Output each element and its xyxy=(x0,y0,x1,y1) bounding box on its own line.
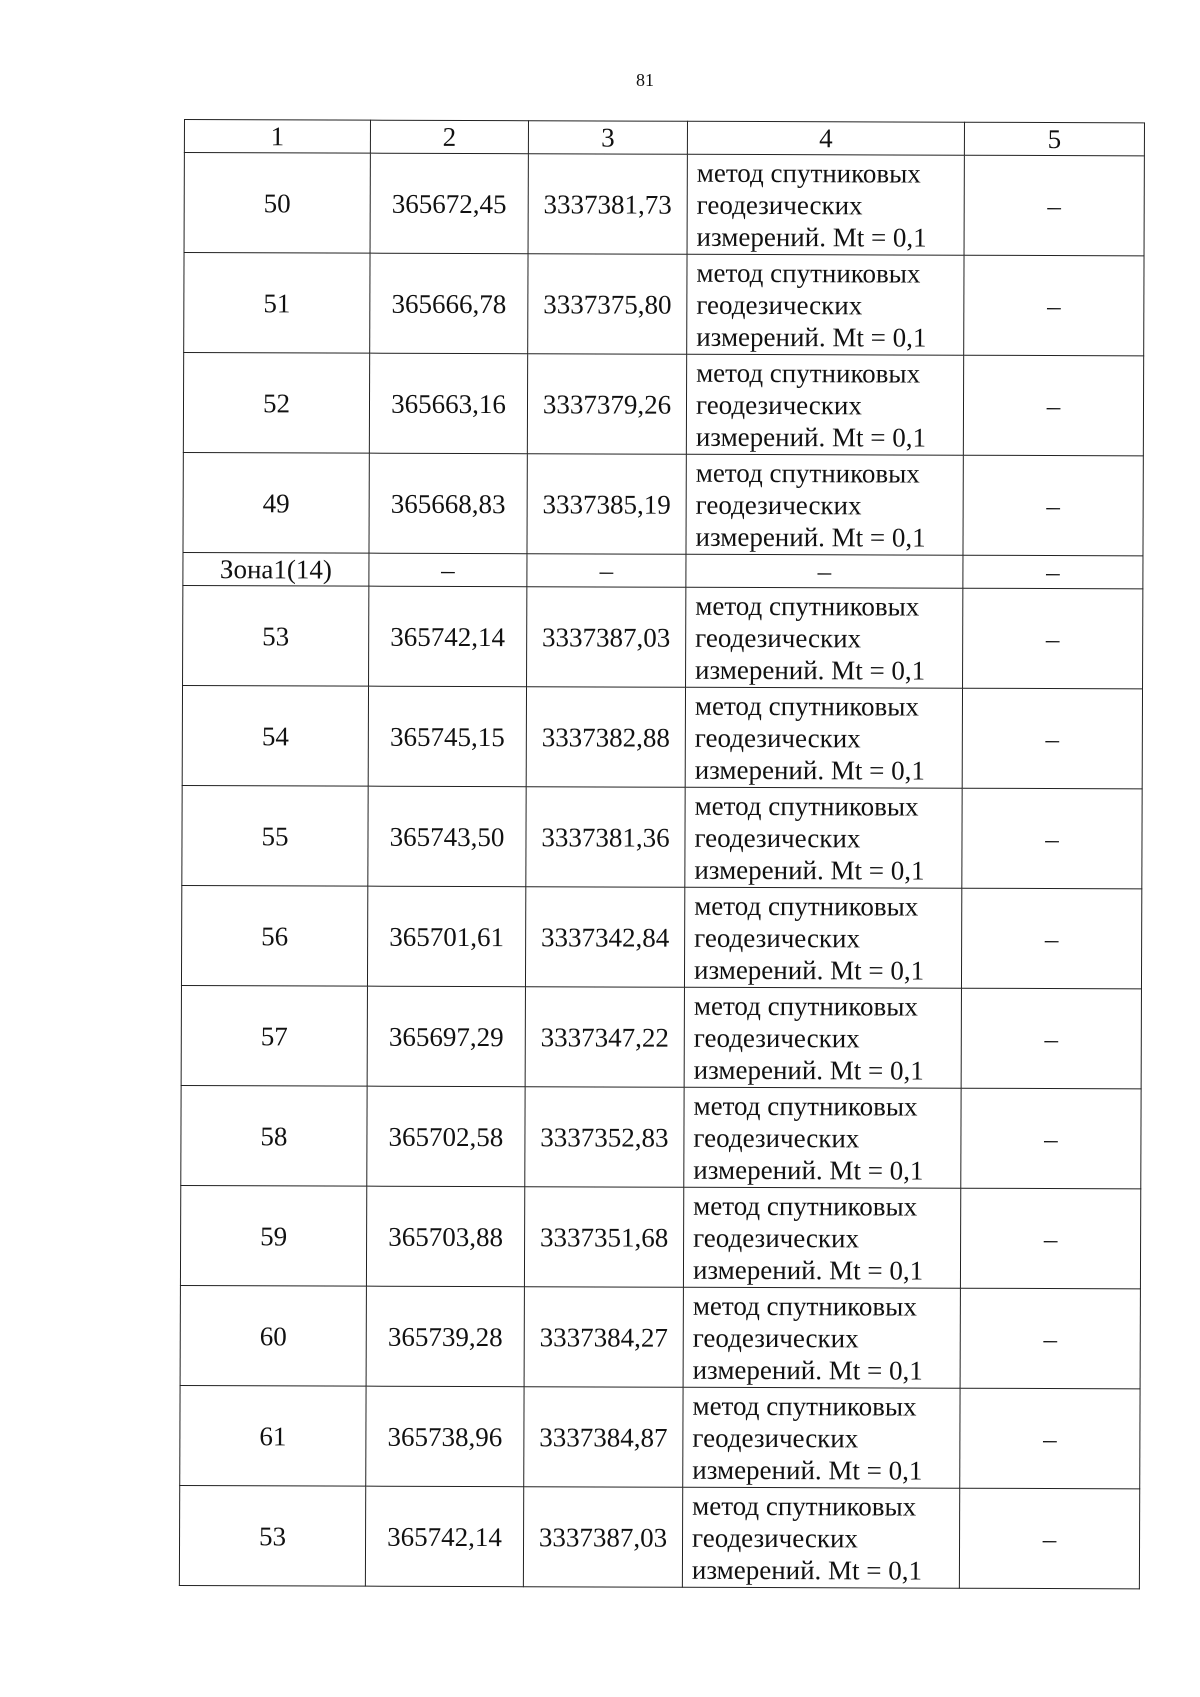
table-row xyxy=(180,1285,1140,1388)
header-cell-4: 4 xyxy=(687,121,964,155)
method-line: измерений. Mt = 0,1 xyxy=(696,321,927,353)
note-cell: – xyxy=(964,255,1144,356)
y-coordinate-cell: 3337375,80 xyxy=(528,254,687,355)
point-number-cell: 53 xyxy=(183,585,369,686)
method-cell xyxy=(685,687,962,788)
point-number-cell: 53 xyxy=(179,1485,365,1586)
method-line: измерений. Mt = 0,1 xyxy=(695,521,926,553)
table-row xyxy=(183,452,1143,555)
table-row xyxy=(182,785,1142,888)
coordinates-table xyxy=(179,119,1145,1589)
x-coordinate-cell: 365738,96 xyxy=(366,1386,524,1487)
method-line: метод спутниковых xyxy=(692,1390,917,1422)
header-cell-3: 3 xyxy=(528,121,687,155)
method-line: измерений. Mt = 0,1 xyxy=(692,1454,923,1486)
point-number-cell: 58 xyxy=(181,1085,367,1186)
note-cell: – xyxy=(962,788,1142,889)
method-line: измерений. Mt = 0,1 xyxy=(694,854,925,886)
point-number-cell: 49 xyxy=(183,452,369,553)
method-line: измерений. Mt = 0,1 xyxy=(695,654,926,686)
method-line: измерений. Mt = 0,1 xyxy=(691,1554,923,1586)
table-row xyxy=(184,153,1144,256)
note-cell: – xyxy=(961,888,1141,989)
method-line: метод спутниковых xyxy=(693,1190,918,1222)
y-coordinate-cell: 3337351,68 xyxy=(524,1187,683,1288)
point-number-cell: 50 xyxy=(184,153,370,254)
note-cell: – xyxy=(963,555,1143,589)
method-cell xyxy=(686,354,963,455)
method-line: метод спутниковых xyxy=(693,990,918,1022)
x-coordinate-cell: 365743,50 xyxy=(368,786,526,887)
method-line: метод спутниковых xyxy=(694,890,919,922)
method-cell xyxy=(682,1487,959,1588)
note-cell: – xyxy=(964,155,1144,256)
method-line: измерений. Mt = 0,1 xyxy=(692,1254,924,1286)
method-line: метод спутниковых xyxy=(692,1290,917,1322)
x-coordinate-cell: 365666,78 xyxy=(370,253,528,354)
method-line: измерений. Mt = 0,1 xyxy=(693,1154,924,1186)
method-line: измерений. Mt = 0,1 xyxy=(693,1054,924,1086)
note-cell: – xyxy=(960,1188,1140,1289)
method-line: измерений. Mt = 0,1 xyxy=(694,754,925,786)
point-number-cell: 61 xyxy=(180,1385,366,1486)
method-line: метод спутниковых xyxy=(695,457,920,489)
point-number-cell: Зона1(14) xyxy=(183,552,369,586)
x-coordinate-cell: 365672,45 xyxy=(370,153,528,254)
method-cell xyxy=(684,987,961,1088)
method-line: геодезических xyxy=(695,489,862,520)
method-line: геодезических xyxy=(692,1322,859,1353)
header-cell-5: 5 xyxy=(964,122,1144,156)
x-coordinate-cell: 365739,28 xyxy=(366,1286,524,1387)
table-row xyxy=(180,1185,1140,1288)
note-cell: – xyxy=(963,455,1143,556)
method-line: геодезических xyxy=(692,1422,859,1453)
method-cell xyxy=(684,887,961,988)
point-number-cell: 59 xyxy=(180,1185,366,1286)
y-coordinate-cell: 3337384,27 xyxy=(524,1287,683,1388)
note-cell: – xyxy=(961,1088,1141,1189)
method-cell xyxy=(684,1087,961,1188)
method-cell xyxy=(687,154,964,255)
method-line: метод спутниковых xyxy=(696,157,921,189)
method-line: геодезических xyxy=(696,289,863,320)
header-row xyxy=(184,120,1144,156)
method-line: геодезических xyxy=(694,822,861,853)
method-line: – xyxy=(817,556,832,587)
method-line: геодезических xyxy=(693,1022,860,1053)
point-number-cell: 57 xyxy=(181,985,367,1086)
x-coordinate-cell: 365745,15 xyxy=(368,686,526,787)
note-cell: – xyxy=(961,988,1141,1089)
y-coordinate-cell: 3337387,03 xyxy=(523,1487,682,1588)
x-coordinate-cell: 365701,61 xyxy=(367,886,525,987)
x-coordinate-cell: 365697,29 xyxy=(367,986,525,1087)
table-row xyxy=(181,1085,1141,1188)
table-row xyxy=(182,685,1142,788)
note-cell: – xyxy=(963,588,1143,689)
y-coordinate-cell: 3337381,73 xyxy=(528,154,687,255)
table-row xyxy=(179,1485,1139,1588)
y-coordinate-cell: – xyxy=(527,554,686,588)
table-row xyxy=(181,885,1141,988)
y-coordinate-cell: 3337382,88 xyxy=(526,687,685,788)
method-cell xyxy=(683,1387,960,1488)
table-row xyxy=(183,353,1143,456)
table-row xyxy=(184,253,1144,356)
method-line: геодезических xyxy=(692,1522,858,1553)
method-line: измерений. Mt = 0,1 xyxy=(692,1354,923,1386)
method-line: геодезических xyxy=(695,389,862,420)
x-coordinate-cell: 365663,16 xyxy=(369,353,527,454)
y-coordinate-cell: 3337381,36 xyxy=(526,787,685,888)
y-coordinate-cell: 3337342,84 xyxy=(525,887,684,988)
header-cell-1: 1 xyxy=(184,120,370,154)
coordinates-table-body xyxy=(179,120,1144,1589)
method-line: метод спутниковых xyxy=(696,257,921,289)
table-row xyxy=(180,1385,1140,1488)
x-coordinate-cell: 365668,83 xyxy=(369,453,527,554)
note-cell: – xyxy=(963,355,1143,456)
note-cell: – xyxy=(960,1388,1140,1489)
point-number-cell: 60 xyxy=(180,1285,366,1386)
table-row xyxy=(183,585,1143,688)
method-line: геодезических xyxy=(693,1122,860,1153)
method-cell xyxy=(685,787,962,888)
method-cell xyxy=(683,1287,960,1388)
method-line: геодезических xyxy=(695,622,862,653)
method-cell xyxy=(686,554,963,588)
note-cell: – xyxy=(960,1288,1140,1389)
y-coordinate-cell: 3337347,22 xyxy=(525,987,684,1088)
method-line: метод спутниковых xyxy=(695,590,920,622)
method-line: геодезических xyxy=(696,189,863,220)
x-coordinate-cell: 365702,58 xyxy=(367,1086,525,1187)
header-cell-2: 2 xyxy=(370,120,528,154)
method-line: метод спутниковых xyxy=(694,790,919,822)
point-number-cell: 51 xyxy=(184,253,370,354)
method-line: метод спутниковых xyxy=(696,357,921,389)
note-cell: – xyxy=(962,688,1142,789)
point-number-cell: 56 xyxy=(181,885,367,986)
x-coordinate-cell: 365703,88 xyxy=(366,1186,524,1287)
point-number-cell: 55 xyxy=(182,785,368,886)
page-number: 81 xyxy=(636,70,654,90)
point-number-cell: 54 xyxy=(182,685,368,786)
x-coordinate-cell: 365742,14 xyxy=(369,586,527,687)
method-line: метод спутниковых xyxy=(694,690,920,722)
y-coordinate-cell: 3337384,87 xyxy=(524,1387,683,1488)
method-line: измерений. Mt = 0,1 xyxy=(695,421,927,453)
note-cell: – xyxy=(959,1488,1139,1589)
zone-row xyxy=(183,552,1143,588)
method-line: геодезических xyxy=(694,722,861,753)
method-line: измерений. Mt = 0,1 xyxy=(696,221,927,253)
method-line: метод спутниковых xyxy=(693,1090,918,1122)
point-number-cell: 52 xyxy=(183,353,369,454)
method-line: геодезических xyxy=(694,922,861,953)
y-coordinate-cell: 3337387,03 xyxy=(527,587,686,688)
y-coordinate-cell: 3337379,26 xyxy=(527,354,686,455)
method-cell xyxy=(686,454,963,555)
method-cell xyxy=(687,254,964,355)
method-cell xyxy=(686,587,963,688)
method-line: геодезических xyxy=(693,1222,860,1253)
y-coordinate-cell: 3337385,19 xyxy=(527,454,686,555)
method-line: измерений. Mt = 0,1 xyxy=(693,954,925,986)
x-coordinate-cell: 365742,14 xyxy=(365,1486,523,1587)
method-cell xyxy=(683,1187,960,1288)
table-row xyxy=(181,985,1141,1088)
method-line: метод спутниковых xyxy=(692,1490,917,1522)
x-coordinate-cell: – xyxy=(369,553,527,587)
y-coordinate-cell: 3337352,83 xyxy=(525,1087,684,1188)
